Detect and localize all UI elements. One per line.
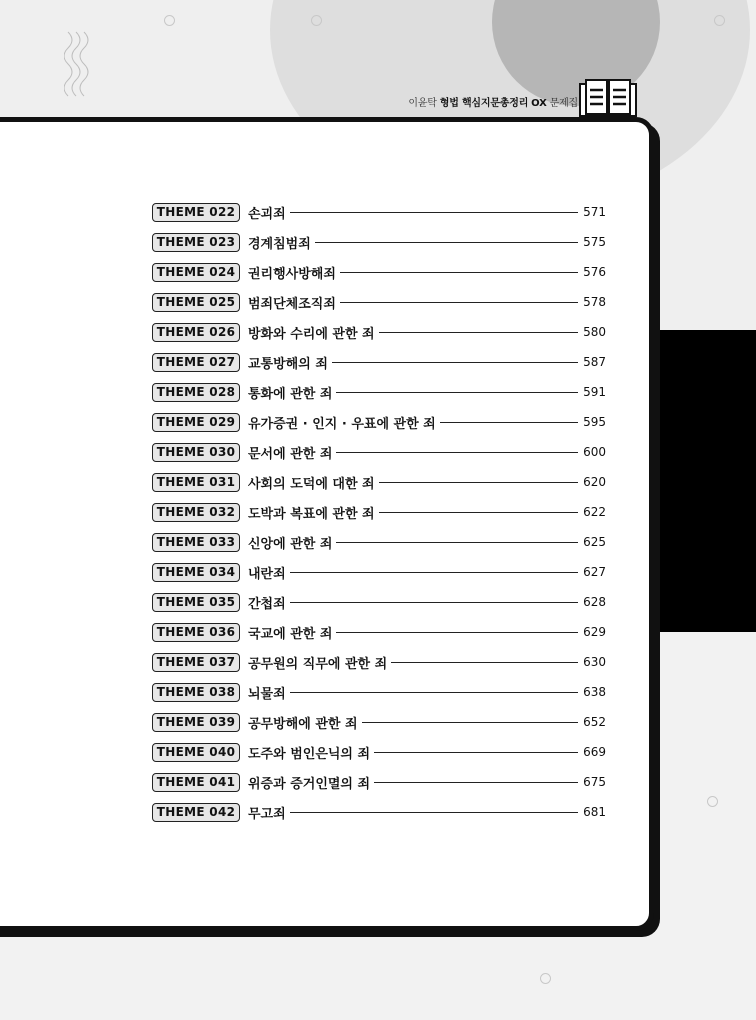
theme-badge: THEME 023 — [152, 233, 240, 252]
dotted-leader — [440, 422, 578, 423]
deco-ring — [707, 796, 718, 807]
entry-title: 사회의 도덕에 대한 죄 — [248, 476, 375, 492]
page-number: 681 — [583, 805, 606, 819]
header-title: 형법 핵심지문총정리 — [439, 98, 529, 109]
dotted-leader — [340, 302, 578, 303]
theme-badge: THEME 031 — [152, 473, 240, 492]
page-number: 629 — [583, 625, 606, 639]
toc-entry[interactable] — [152, 707, 606, 737]
toc-entry[interactable] — [152, 347, 606, 377]
page-number: 669 — [583, 745, 606, 759]
toc-entry[interactable] — [152, 767, 606, 797]
page-number: 625 — [583, 535, 606, 549]
theme-badge: THEME 038 — [152, 683, 240, 702]
entry-title: 공무방해에 관한 죄 — [248, 716, 358, 732]
theme-badge: THEME 024 — [152, 263, 240, 282]
deco-ring — [164, 15, 175, 26]
entry-title: 방화와 수리에 관한 죄 — [248, 326, 375, 342]
page-number: 675 — [583, 775, 606, 789]
deco-ring — [540, 973, 551, 984]
page-number: 627 — [583, 565, 606, 579]
dotted-leader — [379, 512, 578, 513]
toc-entry[interactable] — [152, 407, 606, 437]
entry-title: 범죄단체조직죄 — [248, 296, 336, 312]
page-number: 652 — [583, 715, 606, 729]
page-number: 628 — [583, 595, 606, 609]
toc-entry[interactable] — [152, 647, 606, 677]
theme-badge: THEME 039 — [152, 713, 240, 732]
entry-title: 문서에 관한 죄 — [248, 446, 333, 462]
toc-entry[interactable] — [152, 497, 606, 527]
entry-title: 공무원의 직무에 관한 죄 — [248, 656, 388, 672]
theme-badge: THEME 028 — [152, 383, 240, 402]
page-number: 580 — [583, 325, 606, 339]
table-of-contents — [152, 197, 606, 827]
dotted-leader — [391, 662, 578, 663]
toc-entry[interactable] — [152, 467, 606, 497]
dotted-leader — [336, 452, 578, 453]
theme-badge: THEME 037 — [152, 653, 240, 672]
entry-title: 유가증권 · 인지 · 우표에 관한 죄 — [248, 416, 436, 432]
page-number: 591 — [583, 385, 606, 399]
entry-title: 뇌물죄 — [248, 686, 286, 702]
entry-title: 경계침범죄 — [248, 236, 311, 252]
page-number: 630 — [583, 655, 606, 669]
page-number: 575 — [583, 235, 606, 249]
page-number: 587 — [583, 355, 606, 369]
toc-entry[interactable] — [152, 677, 606, 707]
dotted-leader — [290, 212, 578, 213]
entry-title: 도주와 범인은닉의 죄 — [248, 746, 371, 762]
toc-entry[interactable] — [152, 437, 606, 467]
toc-entry[interactable] — [152, 317, 606, 347]
entry-title: 교통방해의 죄 — [248, 356, 328, 372]
entry-title: 권리행사방해죄 — [248, 266, 336, 282]
dotted-leader — [336, 632, 578, 633]
toc-entry[interactable] — [152, 257, 606, 287]
deco-ring — [714, 15, 725, 26]
toc-entry[interactable] — [152, 587, 606, 617]
theme-badge: THEME 032 — [152, 503, 240, 522]
theme-badge: THEME 042 — [152, 803, 240, 822]
page-number: 620 — [583, 475, 606, 489]
entry-title: 통화에 관한 죄 — [248, 386, 333, 402]
theme-badge: THEME 025 — [152, 293, 240, 312]
wave-decoration — [64, 30, 104, 100]
toc-entry[interactable] — [152, 227, 606, 257]
toc-entry[interactable] — [152, 557, 606, 587]
toc-entry[interactable] — [152, 377, 606, 407]
header-book-title — [408, 94, 578, 109]
entry-title: 위증과 증거인멸의 죄 — [248, 776, 371, 792]
toc-entry[interactable] — [152, 287, 606, 317]
dotted-leader — [336, 392, 578, 393]
page-number: 622 — [583, 505, 606, 519]
theme-badge: THEME 041 — [152, 773, 240, 792]
toc-entry[interactable] — [152, 617, 606, 647]
entry-title: 간첩죄 — [248, 596, 286, 612]
dotted-leader — [374, 752, 578, 753]
page-number: 571 — [583, 205, 606, 219]
dotted-leader — [290, 692, 578, 693]
dotted-leader — [379, 332, 578, 333]
dotted-leader — [290, 572, 578, 573]
page-number: 600 — [583, 445, 606, 459]
dotted-leader — [336, 542, 578, 543]
entry-title: 손괴죄 — [248, 206, 286, 222]
page-number: 578 — [583, 295, 606, 309]
dotted-leader — [379, 482, 578, 483]
entry-title: 내란죄 — [248, 566, 286, 582]
theme-badge: THEME 035 — [152, 593, 240, 612]
toc-entry[interactable] — [152, 737, 606, 767]
page-number: 576 — [583, 265, 606, 279]
header-ox: OX — [531, 98, 547, 109]
dotted-leader — [374, 782, 578, 783]
dotted-leader — [290, 602, 578, 603]
dotted-leader — [315, 242, 578, 243]
toc-entry[interactable] — [152, 197, 606, 227]
entry-title: 신앙에 관한 죄 — [248, 536, 333, 552]
toc-entry[interactable] — [152, 797, 606, 827]
dotted-leader — [362, 722, 578, 723]
theme-badge: THEME 034 — [152, 563, 240, 582]
dotted-leader — [290, 812, 578, 813]
theme-badge: THEME 027 — [152, 353, 240, 372]
entry-title: 국교에 관한 죄 — [248, 626, 333, 642]
theme-badge: THEME 026 — [152, 323, 240, 342]
page-number: 638 — [583, 685, 606, 699]
theme-badge: THEME 040 — [152, 743, 240, 762]
deco-ring — [311, 15, 322, 26]
page-number: 595 — [583, 415, 606, 429]
theme-badge: THEME 036 — [152, 623, 240, 642]
open-book-icon — [578, 78, 638, 120]
dotted-leader — [332, 362, 578, 363]
dotted-leader — [340, 272, 578, 273]
theme-badge: THEME 029 — [152, 413, 240, 432]
toc-entry[interactable] — [152, 527, 606, 557]
theme-badge: THEME 022 — [152, 203, 240, 222]
entry-title: 도박과 복표에 관한 죄 — [248, 506, 375, 522]
theme-badge: THEME 033 — [152, 533, 240, 552]
theme-badge: THEME 030 — [152, 443, 240, 462]
header-author: 이윤탁 — [408, 98, 437, 109]
entry-title: 무고죄 — [248, 806, 286, 822]
header-suffix: 문제집 — [549, 98, 578, 109]
